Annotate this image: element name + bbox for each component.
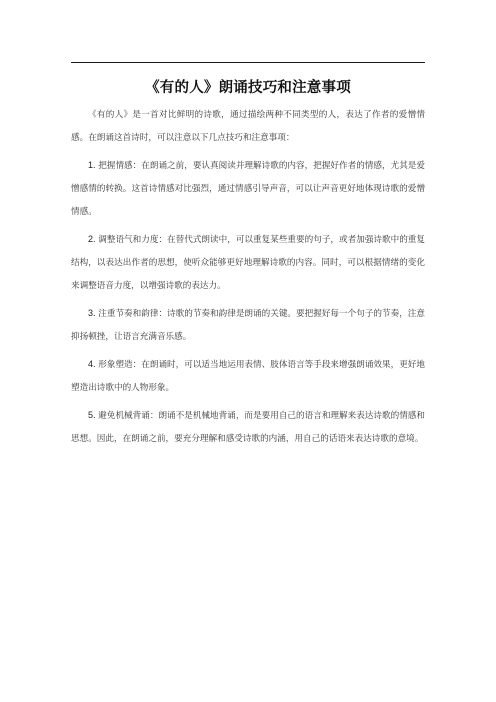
item-text: 注重节奏和韵律：诗歌的节奏和韵律是朗诵的关键。要把握好每一个句子的节奏，注意抑扬顿挫，让语言充满音乐感。 bbox=[71, 309, 425, 342]
item-text: 把握情感：在朗诵之前，要认真阅读并理解诗歌的内容，把握好作者的情感，尤其是爱憎感情的转换。这首诗情感对比强烈，通过情感引导声音，可以让声音更好地体现诗歌的爱憎情感。 bbox=[71, 161, 425, 217]
list-item-3 bbox=[71, 302, 425, 349]
item-number: 3. bbox=[88, 308, 96, 318]
header-rule bbox=[71, 62, 425, 63]
item-number: 1. bbox=[88, 160, 96, 170]
item-text: 调整语气和力度：在替代式朗读中，可以重复某些重要的句子，或者加强诗歌中的重复结构，以表达出作者的思想，使听众能够更好地理解诗歌的内容。同时，可以根据情绪的变化来调整语音力度，以增强诗歌的表达力。 bbox=[71, 235, 425, 291]
intro-paragraph: 《有的人》是一首对比鲜明的诗歌，通过描绘两种不同类型的人，表达了作者的爱憎情感。在朗诵这首诗时，可以注意以下几点技巧和注意事项： bbox=[71, 110, 425, 143]
item-text: 避免机械背诵：朗诵不是机械地背诵，而是要用自己的语言和理解来表达诗歌的情感和思想。因此，在朗诵之前，要充分理解和感受诗歌的内涵，用自己的话语来表达诗歌的意境。 bbox=[71, 411, 425, 444]
item-number: 2. bbox=[88, 234, 96, 244]
list-item-5 bbox=[71, 404, 425, 451]
list-item-4 bbox=[71, 353, 425, 400]
item-number: 4. bbox=[88, 359, 96, 369]
document-title: 《有的人》朗诵技巧和注意事项 bbox=[145, 80, 351, 96]
item-text: 形象塑造：在朗诵时，可以适当地运用表情、肢体语言等手段来增强朗诵效果，更好地塑造出诗歌中的人物形象。 bbox=[71, 360, 425, 393]
document-body bbox=[71, 104, 425, 455]
item-number: 5. bbox=[88, 410, 96, 420]
list-item-1 bbox=[71, 154, 425, 224]
list-item-2 bbox=[71, 228, 425, 298]
